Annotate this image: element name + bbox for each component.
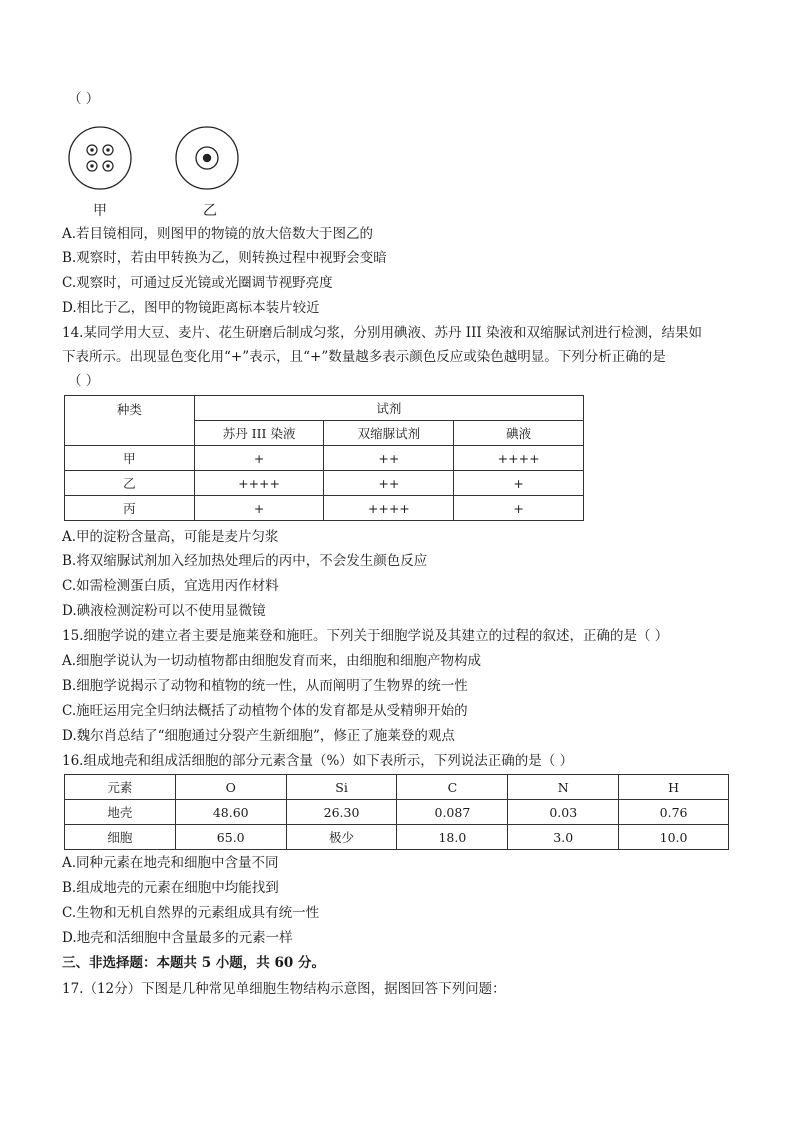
q14-stem-line2: 下表所示。出现显色变化用“+”表示，且“+”数量越多表示颜色反应或染色越明显。下列分析正确的是 — [62, 349, 666, 365]
q16-option-d: D.地壳和活细胞中含量最多的元素一样 — [62, 930, 293, 946]
table-row — [65, 825, 729, 850]
table-header-reagent: 试剂 — [194, 396, 583, 421]
view-jia — [69, 127, 131, 189]
table-cell: 0.76 — [619, 800, 729, 825]
q15-option-c: C.施旺运用完全归纳法概括了动植物个体的发育都是从受精卵开始的 — [62, 703, 468, 719]
table-header-row — [65, 775, 729, 800]
figure-label-yi: 乙 — [203, 203, 217, 219]
table-cell: 0.087 — [397, 800, 508, 825]
table-cell: + — [454, 471, 584, 496]
table-header-biuret: 双缩脲试剂 — [324, 421, 454, 446]
row-label: 甲 — [65, 446, 195, 471]
table-row — [65, 800, 729, 825]
table-cell: 3.0 — [508, 825, 619, 850]
table-cell: 18.0 — [397, 825, 508, 850]
table-header-cell: 元素 — [65, 775, 176, 800]
figure-label-jia: 甲 — [93, 203, 107, 219]
table-header-cell: N — [508, 775, 619, 800]
table-header-cell: O — [175, 775, 286, 800]
table-header-kind: 种类 — [65, 396, 195, 446]
q16-option-a: A.同种元素在地壳和细胞中含量不同 — [62, 855, 279, 871]
table-cell: ++++ — [454, 446, 584, 471]
q15-stem: 15.细胞学说的建立者主要是施莱登和施旺。下列关于细胞学说及其建立的过程的叙述，正确的是（ ） — [62, 628, 669, 644]
table-header-iodine: 碘液 — [454, 421, 584, 446]
row-label: 乙 — [65, 471, 195, 496]
q13-option-d: D.相比于乙，图甲的物镜距离标本装片较近 — [62, 300, 320, 316]
table-cell: + — [194, 496, 324, 521]
table-cell: 65.0 — [175, 825, 286, 850]
row-label: 丙 — [65, 496, 195, 521]
q15-option-b: B.细胞学说揭示了动物和植物的统一性，从而阐明了生物界的统一性 — [62, 678, 468, 694]
q13-option-c: C.观察时，可通过反光镜或光圈调节视野亮度 — [62, 275, 333, 291]
q16-option-b: B.组成地壳的元素在细胞中均能找到 — [62, 880, 279, 896]
table-cell: 10.0 — [619, 825, 729, 850]
row-label: 细胞 — [65, 825, 176, 850]
table-cell: + — [454, 496, 584, 521]
q14-option-b: B.将双缩脲试剂加入经加热处理后的丙中，不会发生颜色反应 — [62, 553, 428, 569]
q17-stem: 17.（12分）下图是几种常见单细胞生物结构示意图，据图回答下列问题： — [62, 981, 506, 997]
q15-option-a: A.细胞学说认为一切动植物都由细胞发育而来，由细胞和细胞产物构成 — [62, 653, 482, 669]
row-label: 地壳 — [65, 800, 176, 825]
q14-option-c: C.如需检测蛋白质，宜选用丙作材料 — [62, 578, 279, 594]
table-row — [65, 496, 584, 521]
q16-element-table — [64, 774, 729, 850]
q13-option-b: B.观察时，若由甲转换为乙，则转换过程中视野会变暗 — [62, 250, 387, 266]
table-cell: 48.60 — [175, 800, 286, 825]
q13-answer-bracket: （ ） — [68, 91, 100, 107]
table-row — [65, 446, 584, 471]
table-cell: + — [194, 446, 324, 471]
q14-stem-line1: 14.某同学用大豆、麦片、花生研磨后制成匀浆，分别用碘液、苏丹 III 染液和双缩脲试剂进行检测，结果如 — [62, 325, 703, 341]
q16-stem: 16.组成地壳和组成活细胞的部分元素含量（%）如下表所示，下列说法正确的是（ ） — [62, 753, 574, 769]
microscope-view-figure — [66, 124, 266, 194]
table-header-cell: Si — [286, 775, 397, 800]
table-header-cell: H — [619, 775, 729, 800]
q13-option-a: A.若目镜相同，则图甲的物镜的放大倍数大于图乙的 — [62, 226, 374, 242]
q14-answer-bracket: （ ） — [68, 373, 100, 389]
table-cell: ++++ — [194, 471, 324, 496]
table-cell: 26.30 — [286, 800, 397, 825]
q14-option-d: D.碘液检测淀粉可以不使用显微镜 — [62, 603, 266, 619]
q15-option-d: D.魏尔肖总结了“细胞通过分裂产生新细胞”，修正了施莱登的观点 — [62, 728, 455, 744]
table-row — [65, 471, 584, 496]
table-cell: ++ — [324, 471, 454, 496]
table-cell: ++++ — [324, 496, 454, 521]
q14-option-a: A.甲的淀粉含量高，可能是麦片匀浆 — [62, 529, 279, 545]
table-header-cell: C — [397, 775, 508, 800]
table-cell: 0.03 — [508, 800, 619, 825]
section-heading: 三、非选择题：本题共 5 小题，共 60 分。 — [62, 955, 325, 971]
table-cell: ++ — [324, 446, 454, 471]
table-cell: 极少 — [286, 825, 397, 850]
q16-option-c: C.生物和无机自然界的元素组成具有统一性 — [62, 905, 320, 921]
table-header-sudan: 苏丹 III 染液 — [194, 421, 324, 446]
q14-reagent-table — [64, 395, 584, 521]
view-yi — [176, 127, 238, 189]
